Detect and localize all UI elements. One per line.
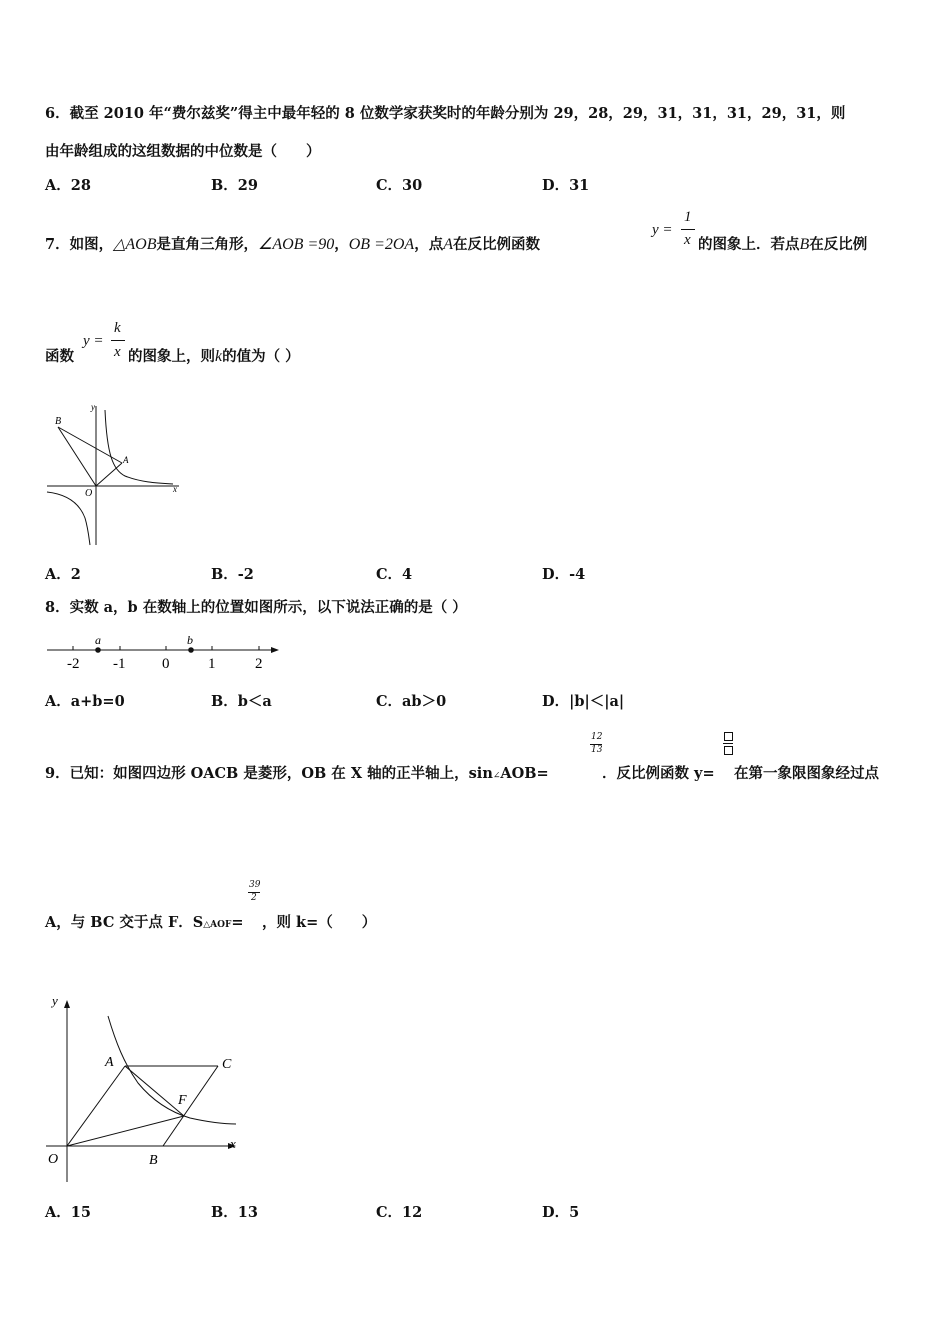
q7-func1-y: y = [652, 222, 673, 238]
q9-x-placeholder [724, 746, 733, 755]
q7-option-b[interactable]: B．-2 [211, 566, 254, 583]
q8-point-b [188, 647, 194, 653]
q9-option-b[interactable]: B．13 [211, 1204, 258, 1221]
q9-label-o: O [48, 1152, 59, 1167]
q7-option-c[interactable]: C．4 [376, 566, 413, 583]
q7-ob-eq: OB =2OA [348, 236, 415, 253]
q9-y-arrow [64, 1000, 70, 1008]
q6-line1: 6．截至 2010 年“费尔兹奖”得主中最年轻的 8 位数学家获奖时的年龄分别为 29，28，29，31，31，31，29，31，则 [45, 105, 846, 122]
q7-func2-y: y = [83, 333, 104, 349]
q9-stem-line1b: ．反比例函数 y= [602, 765, 715, 782]
q8-label-b: b [187, 633, 193, 647]
q9-segment-af [125, 1066, 184, 1116]
q9-label-x: x [230, 1136, 236, 1151]
q7-segment-ba [58, 427, 122, 463]
q8-tick-neg1: -1 [113, 656, 126, 672]
q9-option-d[interactable]: D．5 [542, 1204, 580, 1221]
q8-option-b[interactable]: B．b＜a [211, 693, 272, 710]
q7-angle: ∠AOB =90 [258, 236, 335, 253]
q9-label-a: A [105, 1055, 114, 1070]
q9-label-f: F [178, 1093, 187, 1108]
q7-func1-den: x [684, 232, 691, 248]
q7-stem-line1: 7．如图，△AOB是直角三角形，∠AOB =90，OB =2OA，点A在反比例函数 [45, 236, 540, 253]
q9-label-c: C [222, 1057, 232, 1072]
q8-tick-neg2: -2 [67, 656, 80, 672]
q8-point-a [95, 647, 101, 653]
q9-stem-line2: A，与 BC 交于点 F．S△AOF= [45, 914, 244, 931]
q7-stem-line2b: 的图象上，则k的值为（ ） [128, 348, 300, 365]
q9-sin-den: 13 [591, 745, 603, 755]
q6-line2: 由年龄组成的这组数据的中位数是（ ） [45, 143, 321, 160]
q9-sin-num: 12 [591, 732, 603, 742]
q9-stem-line1: 9．已知：如图四边形 OACB 是菱形，OB 在 X 轴的正半轴上，sin∠AOB= [45, 765, 549, 782]
q7-label-a: A [123, 455, 129, 465]
q9-option-a[interactable]: A．15 [45, 1204, 91, 1221]
q8-axis-arrow [271, 647, 279, 653]
q7-curve-q1 [105, 410, 173, 484]
q9-label-y: y [52, 993, 58, 1008]
q7-stem-line1b: 的图象上．若点B在反比例 [698, 236, 868, 253]
q7-label-x: x [173, 484, 177, 494]
q8-option-a[interactable]: A．a+b=0 [45, 693, 125, 710]
q9-kx-bar [723, 743, 733, 744]
q9-stem-line1c: 在第一象限图象经过点 [734, 765, 879, 782]
q7-curve-q3 [47, 492, 90, 545]
q9-label-b: B [149, 1153, 158, 1168]
q8-option-d[interactable]: D．|b|＜|a| [542, 693, 625, 710]
q9-figure [40, 988, 245, 1183]
q7-func2-den: x [114, 344, 121, 360]
q8-option-c[interactable]: C．ab＞0 [376, 693, 447, 710]
q8-tick-2: 2 [255, 656, 263, 672]
q7-segment-oa [96, 463, 122, 486]
q9-curve [108, 1016, 236, 1124]
q7-figure [45, 400, 185, 548]
q7-label-y: y [91, 402, 95, 412]
q8-tick-0: 0 [162, 656, 170, 672]
q7-func1-bar [681, 229, 695, 230]
q7-stem-line2: 函数 [45, 348, 74, 365]
q9-k-placeholder [724, 732, 733, 741]
q6-option-a[interactable]: A．28 [45, 177, 91, 194]
q7-label-b: B [55, 416, 62, 427]
q8-label-a: a [95, 633, 101, 647]
q7-label-o: O [85, 488, 93, 499]
q7-option-d[interactable]: D．-4 [542, 566, 586, 583]
q7-segment-bo [58, 427, 96, 486]
q6-option-d[interactable]: D．31 [542, 177, 590, 194]
q7-func2-bar [111, 340, 125, 341]
q9-stem-line2b: ，则 k=（ ） [262, 914, 377, 931]
q7-func2-num: k [114, 320, 121, 336]
q9-area-num: 39 [249, 880, 261, 890]
q8-stem: 8．实数 a，b 在数轴上的位置如图所示，以下说法正确的是（ ） [45, 599, 467, 616]
q6-option-b[interactable]: B．29 [211, 177, 258, 194]
q8-tick-1: 1 [208, 656, 216, 672]
q9-area-den: 2 [251, 893, 257, 903]
q8-number-line [45, 630, 285, 675]
q7-option-a[interactable]: A．2 [45, 566, 81, 583]
q6-option-c[interactable]: C．30 [376, 177, 423, 194]
q9-option-c[interactable]: C．12 [376, 1204, 423, 1221]
q7-triangle: △AOB [113, 236, 157, 253]
q7-func1-num: 1 [684, 209, 692, 225]
q9-side-oa [67, 1066, 125, 1146]
q9-side-cb [163, 1066, 218, 1146]
